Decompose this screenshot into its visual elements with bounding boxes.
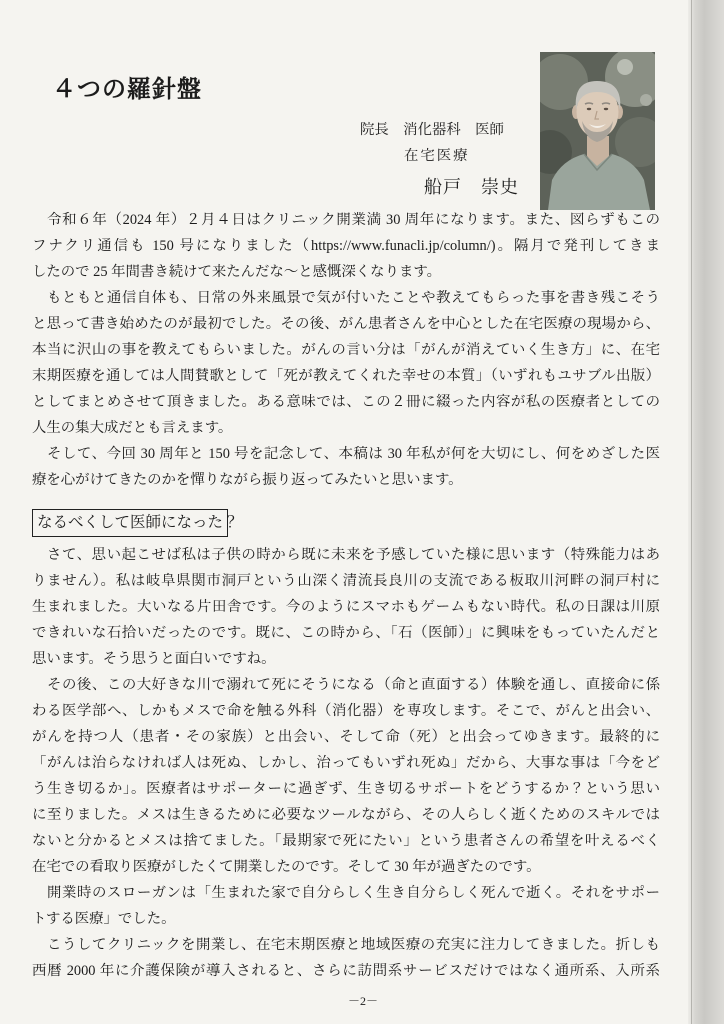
foliage-highlight bbox=[617, 59, 633, 75]
author-role: 院長 消化器科 医師 bbox=[360, 122, 504, 138]
text-line: 開業時のスローガンは「生まれた家で自分らしく生き自分らしく死んで逝く。それをサポー bbox=[47, 885, 660, 901]
text-line: ないと分かるとメスは捨てました。「最期家で死にたい」という患者さんの希望を叶えるべく bbox=[32, 833, 660, 849]
foliage-highlight bbox=[640, 94, 652, 106]
paragraph bbox=[32, 932, 660, 984]
page-edge-shadow bbox=[688, 0, 724, 1024]
intro-text bbox=[32, 207, 660, 493]
text-line: う生き切るか」。医療者はサポーターに過ぎず、生き切るサポートをどうするか？という思い bbox=[32, 781, 660, 797]
portrait-eye bbox=[604, 108, 608, 110]
text-line: 末期医療を通しては人間賛歌として「死が教えてくれた幸せの本質」（いずれもユサブル出版） bbox=[32, 368, 660, 384]
text-line: したので 25 年間書き続けて来たんだな～と感慨深くなります。 bbox=[32, 264, 441, 280]
paragraph bbox=[32, 542, 660, 672]
text-line: としてまとめさせて頂きました。ある意味では、この２冊に綴った内容が私の医療者としての bbox=[32, 394, 660, 410]
text-line: 西暦 2000 年に介護保険が導入されると、さらに訪問系サービスだけではなく通所系、入所系 bbox=[32, 963, 660, 979]
paragraph bbox=[32, 672, 660, 880]
text-line: わる医学部へ、しかもメスで命を触る外科（消化器）を専攻します。そこで、がんと出会い、 bbox=[32, 703, 660, 719]
text-line: 本当に沢山の事を教えてもらいました。がんの言い分は「がんが消えていく生き方」に、在宅 bbox=[32, 342, 660, 358]
text-line: トする医療」でした。 bbox=[32, 911, 176, 927]
section-heading: なるべくして医師になった？ bbox=[32, 509, 228, 537]
paragraph bbox=[32, 207, 660, 285]
text-line: と思って書き始めたのが最初でした。その後、がん患者さんを中心とした在宅医療の現場から、 bbox=[32, 316, 660, 332]
text-line: 生まれました。大いなる片田舎です。今のようにスマホもゲームもない時代。私の日課は川原 bbox=[32, 599, 660, 615]
text-line: 在宅での看取り医療がしたくて開業したのです。そして 30 年が過ぎたのです。 bbox=[32, 859, 541, 875]
text-line: フナクリ通信も 150 号になりました（https://www.funacli.jp/column/)。隔月で発刊してきま bbox=[32, 238, 660, 254]
text-line: 「がんは治らなければ人は死ぬ、しかし、治ってもいずれ死ぬ」だから、大事な事は「今をど bbox=[32, 755, 660, 771]
page-number: －2－ bbox=[347, 994, 378, 1008]
text-line: 人生の集大成だとも言えます。 bbox=[32, 420, 233, 436]
portrait-eye bbox=[587, 108, 591, 110]
text-line: がんを持つ人（患者・その家族）と出会い、そして命（死）と出会ってゆきます。最終的に bbox=[32, 729, 660, 745]
text-line: こうしてクリニックを開業し、在宅末期医療と地域医療の充実に注力してきました。折しも bbox=[47, 937, 660, 953]
paragraph bbox=[32, 880, 660, 932]
page-edge-line bbox=[691, 0, 692, 1024]
author-name: 船戸 崇史 bbox=[424, 177, 519, 197]
author-portrait-photo bbox=[540, 52, 655, 210]
text-line: さて、思い起こせば私は子供の時から既に未来を予感していた様に思います（特殊能力はあ bbox=[47, 547, 660, 563]
text-line: その後、この大好きな川で溺れて死にそうになる（命と直面する）体験を通し、直接命に係 bbox=[47, 677, 660, 693]
text-line: 令和６年（2024 年）２月４日はクリニック開業満 30 周年になります。また、図らずもこの bbox=[47, 212, 660, 228]
article-title: ４つの羅針盤 bbox=[52, 77, 202, 103]
paragraph bbox=[32, 441, 660, 493]
text-line: に至りました。メスは生きるために必要なツールながら、その人らしく逝くためのスキルでは bbox=[32, 807, 660, 823]
text-line: できれいな石拾いだったのです。既に、この時から、「石（医師）」に興味をもっていたんだと bbox=[32, 625, 660, 641]
text-line: りません）。私は岐阜県関市洞戸という山深く清流長良川の支流である板取川河畔の洞戸村に bbox=[32, 573, 660, 589]
section-text bbox=[32, 542, 660, 984]
author-specialty: 在宅医療 bbox=[404, 148, 470, 164]
text-line: もともと通信自体も、日常の外来風景で気が付いたことや教えてもらった事を書き残こそう bbox=[47, 290, 660, 306]
text-line: 療を心がけてきたのかを憚りながら振り返ってみたいと思います。 bbox=[32, 472, 463, 488]
paragraph bbox=[32, 285, 660, 441]
text-line: 思います。そう思うと面白いですね。 bbox=[32, 651, 276, 667]
text-line: そして、今回 30 周年と 150 号を記念して、本稿は 30 年私が何を大切にし、何をめざした医 bbox=[47, 446, 660, 462]
